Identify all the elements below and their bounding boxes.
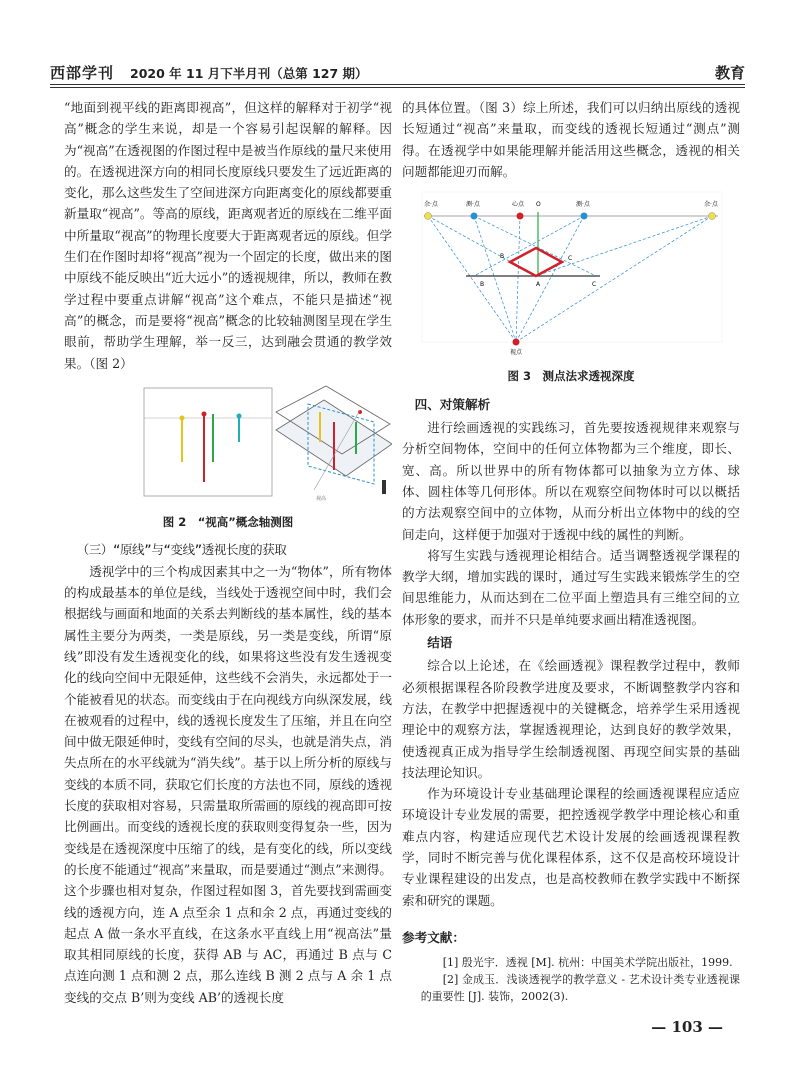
fig3-pt-yu1 xyxy=(425,213,432,220)
fig2-frame xyxy=(144,388,272,496)
conclusion-heading: 结语 xyxy=(427,635,453,651)
fig2-dot-teal xyxy=(237,413,242,418)
issue-info: 2020 年 11 月下半月刊（总第 127 期） xyxy=(130,66,368,81)
fig3-label-xin: 心点 xyxy=(512,201,525,209)
fig3-pt-ce1 xyxy=(471,213,478,220)
figure-3-caption: 图 3 测点法求透视深度 xyxy=(507,369,635,384)
fig3-pt-xin xyxy=(517,213,524,220)
fig3-pt-yu2 xyxy=(709,213,716,220)
fig3-label-b-low: B xyxy=(480,281,485,289)
fig3-pt-shi xyxy=(513,339,520,346)
right-paragraph-1: 的具体位置。（图 3）综上所述，我们可以归纳出原线的透视长短通过“视高”来量取，而变线的透视长短通过“测点”测得。在透视学中如果能理解并能活用这些概念，透视的相关问题都能迎刃而解。 xyxy=(402,100,740,179)
fig2-viewer xyxy=(382,480,386,494)
right-column xyxy=(402,97,740,1005)
right-paragraph-4: 综合以上论述，在《绘画透视》课程教学过程中，教师必须根据课程各阶段教学进度及要求，不断调整教学内容和方法，在教学中把握透视中的关键概念，培养学生采用透视理论中的观察方法，掌握透视理论，达到良好的教学效果，使透视真正成为指导学生绘制透视图、再现空间实景的基础技法理论知识。 xyxy=(402,658,740,780)
fig3-label-c-low: C xyxy=(592,281,597,289)
fig2-label: 视高 xyxy=(316,495,327,502)
right-paragraph-5: 作为环境设计专业基础理论课程的绘画透视课程应适应环境设计专业发展的需要，把控透视学教学中理论核心和重难点内容，构建适应现代艺术设计发展的绘画透视课程教学，同时不断完善与优化课程体系，这不仅是高校环境设计专业课程建设的出发点，也是高校教师在教学实践中不断探索和研究的课题。 xyxy=(402,786,740,908)
fig3-label-a: A xyxy=(536,281,541,289)
section-title: 教育 xyxy=(714,64,745,82)
figure-2-caption: 图 2 “视高”概念轴测图 xyxy=(162,515,294,530)
figure-2-diagram xyxy=(64,382,392,502)
fig3-frame xyxy=(422,192,722,342)
right-paragraph-2: 进行绘画透视的实践练习，首先要按透视规律来观察与分析空间物体，空间中的任何立体物都为三个维度，即长、宽、高。所以世界中的所有物体都可以抽象为立方体、球体、圆柱体等几何形体。所以在观察空间物体时可以以概括的方法观察空间中的立体物，从而分析出立体物中的线的空间走向，这样便于加强对于透视中线的属性的判断。 xyxy=(402,420,740,542)
fig2-dot-yellow xyxy=(180,415,185,420)
fig3-label-shi: 视点 xyxy=(510,349,523,357)
header-rule xyxy=(50,84,745,85)
figure-3 xyxy=(402,188,740,388)
fig2-dot-red xyxy=(202,411,207,416)
section-4-heading: 四、对策解析 xyxy=(414,396,491,412)
fig3-label-c-up: C xyxy=(568,255,573,263)
fig3-label-yu2: 余·点 xyxy=(704,201,718,209)
left-column xyxy=(64,97,392,1008)
left-paragraph-1: “地面到视平线的距离即视高”，但这样的解释对于初学“视高”概念的学生来说，却是一个容易引起误解的解释。因为“视高”在透视图的作图过程中是被当作原线的量尺来使用的。在透视进深方向的相同长度原线只要发生了远近距离的变化，那么这些发生了空间进深方向距离变化的原线都要重新量取“视高”。等高的原线，距离观者近的原线在二维平面中所量取“视高”的物理长度要大于距离观者远的原线。但学生们在作图时却将“视高”视为一个固定的长度，做出来的图中原线不能反映出“近大远小”的透视规律，所以，教师在教学过程中要重点讲解“视高”这个难点，不能只是描述“视高”的概念，而是要将“视高”概念的比较轴测图呈现在学生眼前，帮助学生理解，举一反三，达到融会贯通的教学效果。（图 2） xyxy=(64,100,392,371)
fig3-label-ce1: 测·点 xyxy=(466,201,480,209)
fig3-label-o: O xyxy=(536,201,541,209)
page-header xyxy=(50,62,745,82)
right-paragraph-3: 将写生实践与透视理论相结合。适当调整透视学课程的教学大纲，增加实践的课时，通过写生实践来锻炼学生的空间思维能力，从而达到在二位平面上塑造具有三维空间的立体形象的要求，而并不只是单纯要求画出精准透视图。 xyxy=(402,547,740,627)
reference-1: [1] 殷光宇．透视 [M]. 杭州：中国美术学院出版社，1999. xyxy=(442,956,733,970)
fig3-pt-ce2 xyxy=(581,213,588,220)
fig3-label-yu1: 余·点 xyxy=(424,201,438,209)
subsection-heading: （三）“原线”与“变线”透视长度的获取 xyxy=(76,542,287,558)
references-heading: 参考文献： xyxy=(402,929,465,945)
page-number: — 103 — xyxy=(651,1018,723,1036)
journal-logo: 西部学刊 xyxy=(50,64,115,82)
left-paragraph-2: 透视学中的三个构成因素其中之一为“物体”，所有物体的构成最基本的单位是线，当线处于透视空间中时，我们会根据线与画面和地面的关系去判断线的基本属性，线的基本属性主要分为两类，一类是原线，另一类是变线，所谓“原线”即没有发生透视变化的线，如果将这些没有发生透视变化的线向空间中无限延伸，这些线不会消失，永远都处于一个能被看见的状态。而变线由于在向视线方向纵深发展，线在被观看的过程中，线的透视长度发生了压缩，并且在向空间中做无限延伸时，变线有空间的尽头，也就是消失点，消失点所在的水平线就为“消失线”。基于以上所分析的原线与变线的本质不同，获取它们长度的方法也不同，原线的透视长度的获取相对容易，只需量取所需画的原线的视高即可按比例画出。而变线的透视长度的获取则变得复杂一些，因为变线是在透视深度中压缩了的线，是有变化的线，所以变线的长度不能通过“视高”来量取，而是要通过“测点”来测得。这个步骤也相对复杂，作图过程如图 3，首先要找到需画变线的透视方向，连 A 点至余 1 点和余 2 点，再通过变线的起点 A 做一条水平直线，在这条水平直线上用“视高法”量取其相同原线的长度，获得 AB 与 AC，再通过 B 点与 C 点连向测 1 点和测 2 点，那么连线 B 测 2 点与 A 余 1 点变线的交点 B’则为变线 AB’的透视长度 xyxy=(64,563,393,1005)
figure-3-diagram xyxy=(402,188,740,356)
header-rule-thin xyxy=(50,87,745,88)
fig3-label-b-up: B xyxy=(500,253,505,261)
fig3-label-ce2: 测·点 xyxy=(576,201,590,209)
reference-2: [2] 金成玉．浅谈透视学的教学意义 - 艺术设计类专业透视课的重要性 [J]. 装饰，2002(3). xyxy=(420,973,740,1004)
figure-2 xyxy=(64,382,392,534)
